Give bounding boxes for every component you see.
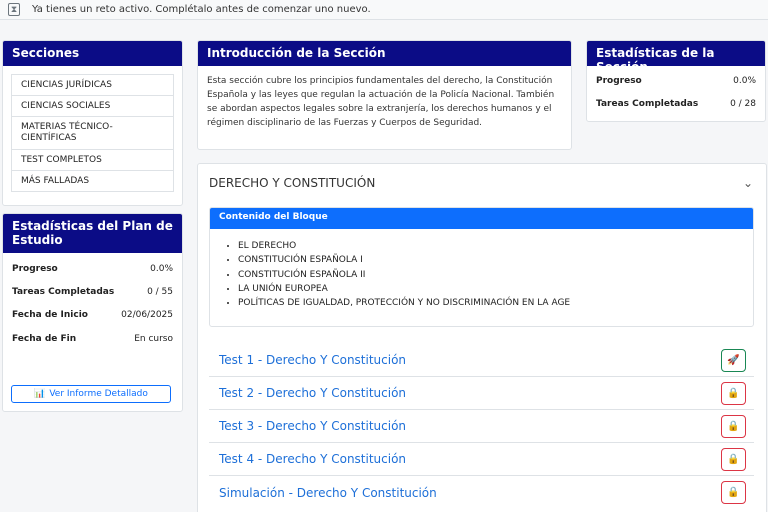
- test-link-3[interactable]: Test 3 - Derecho Y Constitución: [219, 419, 407, 433]
- section-tasks-row: [587, 99, 765, 109]
- lock-icon[interactable]: 🔒: [721, 481, 746, 504]
- plan-tasks-value: 0 / 55: [147, 287, 173, 297]
- lock-icon[interactable]: 🔒: [721, 382, 746, 405]
- section-progress-value: 0.0%: [733, 76, 756, 86]
- section-stats-title: Estadísticas de la Sección: [587, 41, 765, 66]
- plan-end-value: En curso: [134, 334, 173, 344]
- hourglass-icon: ⧗: [8, 3, 20, 16]
- topic-item: • CONSTITUCIÓN ESPAÑOLA II: [238, 268, 753, 282]
- block-title[interactable]: DERECHO Y CONSTITUCIÓN: [209, 176, 376, 190]
- plan-start-row: [3, 310, 182, 320]
- sections-list: [3, 66, 182, 200]
- plan-stats-title: Estadísticas del Plan de Estudio: [3, 214, 182, 253]
- plan-end-row: [3, 334, 182, 344]
- test-row-simulacion: [209, 476, 754, 509]
- test-row-4: [209, 443, 754, 476]
- alert-text: Ya tienes un reto activo. Complétalo antes de comenzar uno nuevo.: [32, 4, 371, 15]
- intro-card: [197, 40, 572, 150]
- test-row-1: [209, 344, 754, 377]
- bar-chart-icon: 📊: [34, 389, 46, 399]
- intro-title: Introducción de la Sección: [198, 41, 571, 66]
- test-link-4[interactable]: Test 4 - Derecho Y Constitución: [219, 452, 407, 466]
- lock-icon[interactable]: 🔒: [721, 415, 746, 438]
- section-progress-label: Progreso: [596, 76, 642, 86]
- block-accordion: [197, 163, 767, 512]
- intro-text: Esta sección cubre los principios fundamentales del derecho, la Constitución Española y las leyes que regulan la actuación de la Policía Nacional. También se abordan aspectos legales sobre la extranjería, los derechos humanos y el régimen disciplinario de las Fuerzas y Cuerpos de Seguridad.: [207, 76, 555, 128]
- plan-progress-value: 0.0%: [150, 264, 173, 274]
- section-stats-card: [586, 40, 766, 122]
- plan-end-label: Fecha de Fin: [12, 334, 77, 344]
- section-item-materias-tecnico[interactable]: MATERIAS TÉCNICO-CIENTÍFICAS: [11, 117, 174, 150]
- test-link-simulacion[interactable]: Simulación - Derecho Y Constitución: [219, 485, 437, 500]
- rocket-icon[interactable]: 🚀: [721, 349, 746, 372]
- active-challenge-alert: [0, 0, 768, 20]
- section-tasks-value: 0 / 28: [730, 99, 756, 109]
- plan-start-value: 02/06/2025: [121, 310, 173, 320]
- topic-item: • EL DERECHO: [238, 239, 753, 253]
- topic-item: • LA UNIÓN EUROPEA: [238, 282, 753, 296]
- section-tasks-label: Tareas Completadas: [596, 99, 699, 109]
- section-item-ciencias-sociales[interactable]: CIENCIAS SOCIALES: [11, 96, 174, 117]
- report-button[interactable]: [11, 385, 171, 403]
- report-button-label: Ver Informe Detallado: [49, 389, 148, 399]
- block-contents-title: Contenido del Bloque: [210, 208, 753, 229]
- plan-stats-card: [2, 213, 183, 412]
- test-link-2[interactable]: Test 2 - Derecho Y Constitución: [219, 386, 407, 400]
- chevron-down-icon[interactable]: ⌄: [742, 176, 753, 190]
- test-row-3: [209, 410, 754, 443]
- plan-tasks-row: [3, 287, 182, 297]
- test-link-1[interactable]: Test 1 - Derecho Y Constitución: [219, 353, 407, 367]
- plan-tasks-label: Tareas Completadas: [12, 287, 115, 297]
- plan-progress-row: [3, 264, 182, 274]
- topic-item: • CONSTITUCIÓN ESPAÑOLA I: [238, 253, 753, 267]
- topic-list: [210, 229, 753, 310]
- block-contents: [209, 207, 754, 327]
- plan-progress-label: Progreso: [12, 264, 58, 274]
- section-item-test-completos[interactable]: TEST COMPLETOS: [11, 150, 174, 171]
- lock-icon[interactable]: 🔒: [721, 448, 746, 471]
- plan-start-label: Fecha de Inicio: [12, 310, 88, 320]
- section-item-mas-falladas[interactable]: MÁS FALLADAS: [11, 171, 174, 192]
- topic-item: • POLÍTICAS DE IGUALDAD, PROTECCIÓN Y NO DISCRIMINACIÓN EN LA AGE: [238, 296, 753, 310]
- sections-title: Secciones: [3, 41, 182, 66]
- test-row-2: [209, 377, 754, 410]
- section-item-ciencias-juridicas[interactable]: CIENCIAS JURÍDICAS: [11, 74, 174, 96]
- section-progress-row: [587, 76, 765, 86]
- sections-card: [2, 40, 183, 206]
